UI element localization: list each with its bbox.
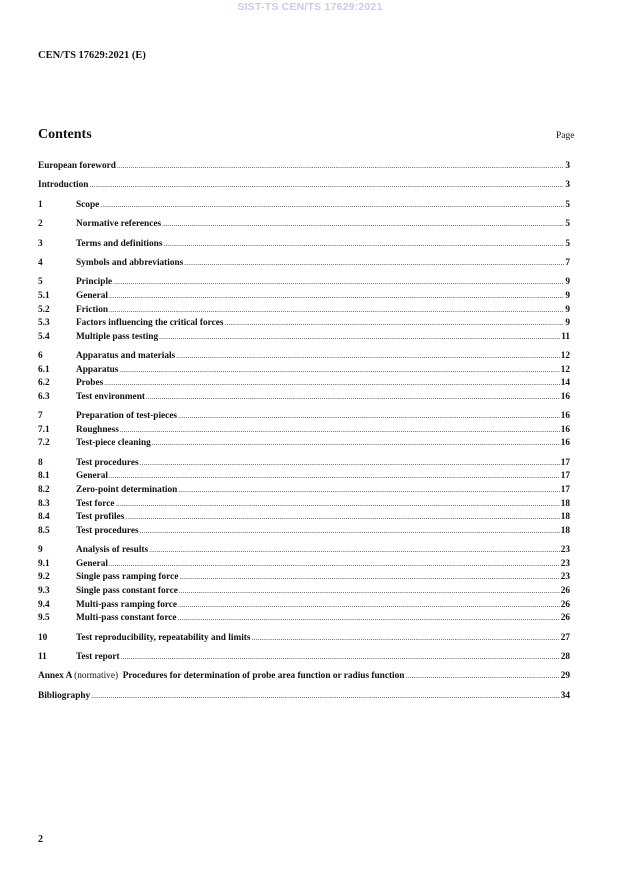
toc-entry-title	[76, 238, 162, 252]
toc-entry-page: 28	[560, 651, 570, 662]
toc-entry-title-text: Introduction	[38, 180, 89, 191]
dot-leader	[109, 304, 564, 318]
toc-entry-page: 18	[560, 525, 570, 536]
toc-entry-page: 26	[560, 613, 570, 624]
toc-entry[interactable]	[38, 364, 570, 378]
toc-entry-page: 5	[565, 199, 570, 210]
toc-entry-page: 26	[560, 586, 570, 596]
toc-entry-number: 8	[38, 457, 43, 468]
toc-entry-title	[76, 525, 139, 539]
toc-entry-title	[76, 377, 103, 391]
toc-entry-title	[38, 160, 116, 174]
toc-entry[interactable]	[38, 179, 570, 193]
toc-entry-page: 11	[561, 331, 570, 342]
toc-entry[interactable]	[38, 290, 570, 304]
dot-leader	[252, 632, 560, 646]
toc-entry-title	[76, 391, 145, 405]
toc-entry-page: 3	[565, 180, 570, 191]
toc-entry-title-text: Test-piece cleaning	[76, 438, 151, 449]
toc-entry-title	[76, 350, 175, 364]
toc-entry-title-text: Test reproducibility, repeatability and limits	[76, 632, 251, 643]
toc-entry-page: 23	[560, 558, 570, 569]
toc-entry-number: 5.1	[38, 290, 50, 301]
toc-entry[interactable]	[38, 484, 570, 498]
toc-entry-title	[76, 470, 108, 484]
toc-entry-number: 8.1	[38, 471, 50, 482]
dot-leader	[405, 670, 559, 684]
toc-entry-number: 2	[38, 219, 43, 230]
page-column-label: Page	[556, 131, 575, 141]
dot-leader	[109, 470, 560, 484]
toc-entry[interactable]	[38, 511, 570, 525]
toc-entry-number: 5.4	[38, 331, 50, 342]
toc-entry-page: 17	[560, 485, 570, 496]
toc-entry-title-text: General	[76, 471, 109, 482]
toc-entry[interactable]	[38, 424, 570, 438]
toc-entry-title	[76, 364, 118, 378]
toc-entry-number: 6.1	[38, 364, 50, 375]
toc-entry-title	[76, 558, 108, 572]
toc-entry-annex-type: (normative)	[74, 671, 119, 682]
toc-entry-title	[76, 599, 177, 613]
toc-entry-title-text: Roughness	[76, 424, 119, 435]
toc-entry-number: 9.2	[38, 572, 50, 583]
toc-entry-number: 6	[38, 351, 43, 362]
dot-leader	[115, 498, 559, 512]
toc-entry-number: 10	[38, 632, 48, 643]
toc-entry-number: 6.3	[38, 391, 50, 402]
toc-entry-title-text: European foreword	[38, 161, 116, 171]
toc-entry[interactable]	[38, 498, 570, 512]
dot-leader	[178, 484, 559, 498]
toc-entry-page: 14	[560, 378, 570, 389]
toc-entry[interactable]	[38, 317, 570, 331]
toc-entry-page: 3	[565, 161, 570, 171]
toc-entry[interactable]	[38, 470, 570, 484]
toc-entry[interactable]	[38, 690, 570, 704]
toc-entry-page: 26	[560, 599, 570, 610]
toc-entry[interactable]	[38, 391, 570, 405]
toc-entry[interactable]	[38, 571, 570, 585]
toc-entry[interactable]	[38, 544, 570, 558]
dot-leader	[178, 612, 560, 626]
toc-entry[interactable]	[38, 304, 570, 318]
toc-entry-page: 5	[565, 219, 570, 230]
toc-entry[interactable]	[38, 199, 570, 213]
dot-leader	[113, 276, 564, 290]
dot-leader	[91, 690, 560, 704]
toc-entry[interactable]	[38, 612, 570, 626]
toc-entry-title-text: Test environment	[76, 391, 145, 402]
toc-entry[interactable]	[38, 350, 570, 364]
toc-entry-title-text: Friction	[76, 304, 109, 315]
dot-leader	[119, 364, 559, 378]
toc-entry-number: 5.3	[38, 318, 50, 329]
toc-entry-page: 17	[560, 457, 570, 468]
toc-entry-page: 16	[560, 438, 570, 449]
toc-entry-number: 7	[38, 411, 43, 422]
toc-entry[interactable]	[38, 218, 570, 232]
toc-entry-title	[76, 257, 183, 271]
toc-entry-title-text: Annex A	[38, 671, 72, 682]
dot-leader	[121, 651, 560, 665]
toc-entry-title-text: Single pass ramping force	[76, 572, 179, 583]
toc-entry-title	[76, 276, 112, 290]
toc-entry-title	[38, 690, 90, 704]
toc-entry-number: 7.1	[38, 424, 50, 435]
toc-entry-annex-title: Procedures for determination of probe area function or radius function	[122, 671, 405, 682]
toc-entry-number: 9	[38, 545, 43, 556]
toc-entry-number: 9.3	[38, 586, 50, 596]
toc-entry-title-text: Apparatus and materials	[76, 351, 176, 362]
toc-entry-page: 18	[560, 512, 570, 523]
toc-entry[interactable]	[38, 410, 570, 424]
page-number: 2	[38, 834, 43, 845]
dot-leader	[146, 391, 560, 405]
toc-entry-title	[76, 199, 99, 213]
toc-entry-title-text: Principle	[76, 277, 113, 288]
toc-entry-number: 11	[38, 651, 47, 662]
toc-entry-title-text: Test profiles	[76, 512, 125, 523]
toc-entry-number: 5.2	[38, 304, 50, 315]
toc-entry-title	[38, 179, 88, 193]
toc-entry-title	[76, 632, 251, 646]
dot-leader	[178, 410, 560, 424]
toc-entry-title-text: Preparation of test-pieces	[76, 411, 178, 422]
toc-entry-page: 34	[560, 690, 570, 701]
toc-entry[interactable]	[38, 457, 570, 471]
toc-entry-title	[76, 317, 224, 331]
toc-entry[interactable]	[38, 585, 570, 599]
dot-leader	[140, 457, 560, 471]
document-header: CEN/TS 17629:2021 (E)	[38, 50, 146, 61]
toc-entry-title	[76, 498, 114, 512]
toc-entry-title-text: Test procedures	[76, 525, 139, 536]
toc-entry-title-text: General	[76, 558, 109, 569]
toc-entry-title	[76, 612, 177, 626]
toc-entry[interactable]	[38, 331, 570, 345]
dot-leader	[140, 525, 560, 539]
dot-leader	[162, 218, 564, 232]
toc-entry-title-text: Zero-point determination	[76, 485, 178, 496]
toc-entry-title-text: Symbols and abbreviations	[76, 257, 184, 268]
dot-leader	[152, 437, 560, 451]
toc-entry-page: 9	[565, 304, 570, 315]
toc-entry-title-text: Multi-pass constant force	[76, 613, 177, 624]
toc-entry-number: 8.4	[38, 512, 50, 523]
toc-entry-title	[76, 437, 151, 451]
toc-entry-page: 12	[560, 364, 570, 375]
toc-entry-title	[76, 571, 178, 585]
dot-leader	[178, 599, 560, 613]
dot-leader	[104, 377, 560, 391]
toc-entry[interactable]	[38, 651, 570, 665]
toc-entry-title	[76, 484, 177, 498]
toc-entry-title	[76, 304, 108, 318]
watermark: SIST-TS CEN/TS 17629:2021	[237, 1, 383, 13]
toc-entry-page: 9	[565, 318, 570, 329]
toc-entry[interactable]	[38, 599, 570, 613]
dot-leader	[225, 317, 565, 331]
toc-entry-page: 7	[565, 257, 570, 268]
toc-entry-page: 9	[565, 277, 570, 288]
table-of-contents	[38, 160, 570, 703]
toc-entry[interactable]	[38, 276, 570, 290]
dot-leader	[159, 331, 560, 345]
toc-entry-page: 16	[560, 411, 570, 422]
toc-entry-number: 9.5	[38, 613, 50, 624]
dot-leader	[184, 257, 564, 271]
toc-entry-page: 29	[560, 671, 570, 682]
toc-entry-title	[38, 670, 404, 684]
toc-entry-number: 9.4	[38, 599, 50, 610]
toc-entry-title-text: General	[76, 290, 109, 301]
toc-entry-title-text: Test procedures	[76, 457, 139, 468]
toc-entry[interactable]	[38, 257, 570, 271]
toc-entry-number: 8.3	[38, 498, 50, 509]
toc-entry-title	[76, 331, 158, 345]
toc-entry-title-text: Analysis of results	[76, 545, 149, 556]
toc-entry[interactable]	[38, 632, 570, 646]
toc-entry-page: 16	[560, 391, 570, 402]
toc-entry-title-text: Multi-pass ramping force	[76, 599, 178, 610]
dot-leader	[179, 571, 559, 585]
dot-leader	[120, 424, 560, 438]
dot-leader	[89, 179, 564, 193]
toc-entry-number: 7.2	[38, 438, 50, 449]
toc-entry-page: 27	[560, 632, 570, 643]
toc-entry-title-text: Factors influencing the critical forces	[76, 318, 224, 329]
dot-leader	[163, 238, 564, 252]
toc-entry-title-text: Probes	[76, 378, 104, 389]
toc-entry-title	[76, 410, 177, 424]
dot-leader	[179, 585, 560, 599]
toc-entry-number: 1	[38, 199, 43, 210]
toc-entry-title-text: Test force	[76, 498, 115, 509]
toc-entry-title-text: Test report	[76, 651, 120, 662]
toc-entry-title	[76, 544, 148, 558]
toc-entry-title-text: Bibliography	[38, 690, 91, 701]
toc-entry-title	[76, 511, 124, 525]
dot-leader	[100, 199, 564, 213]
toc-entry-page: 18	[560, 498, 570, 509]
toc-entry-title-text: Scope	[76, 199, 100, 210]
dot-leader	[176, 350, 560, 364]
dot-leader	[125, 511, 559, 525]
toc-entry-number: 6.2	[38, 378, 50, 389]
contents-title: Contents	[38, 127, 92, 142]
toc-entry-title-text: Normative references	[76, 219, 162, 230]
toc-entry[interactable]	[38, 558, 570, 572]
toc-entry-number: 5	[38, 277, 43, 288]
toc-entry-page: 12	[560, 351, 570, 362]
toc-entry-page: 17	[560, 471, 570, 482]
toc-entry-number: 4	[38, 257, 43, 268]
toc-entry-title	[76, 424, 119, 438]
toc-entry-title-text: Apparatus	[76, 364, 119, 375]
toc-entry-page: 5	[565, 238, 570, 249]
toc-entry-title-text: Terms and definitions	[76, 238, 163, 249]
toc-entry-number: 8.2	[38, 485, 50, 496]
toc-entry[interactable]	[38, 525, 570, 539]
dot-leader	[109, 290, 564, 304]
dot-leader	[149, 544, 560, 558]
toc-entry[interactable]	[38, 437, 570, 451]
toc-entry[interactable]	[38, 238, 570, 252]
toc-entry-title-text: Multiple pass testing	[76, 331, 159, 342]
toc-entry-title	[76, 218, 161, 232]
toc-entry-page: 16	[560, 424, 570, 435]
toc-entry-number: 3	[38, 238, 43, 249]
toc-entry-title	[76, 651, 120, 665]
dot-leader	[109, 558, 560, 572]
toc-entry[interactable]	[38, 160, 570, 174]
toc-entry[interactable]	[38, 377, 570, 391]
toc-entry-title	[76, 585, 178, 599]
toc-entry-title	[76, 290, 108, 304]
toc-entry-title	[76, 457, 139, 471]
toc-entry-number: 8.5	[38, 525, 50, 536]
dot-leader	[117, 160, 564, 174]
toc-entry-title-text: Single pass constant force	[76, 586, 178, 596]
toc-entry-page: 23	[560, 572, 570, 583]
toc-entry-number: 9.1	[38, 558, 50, 569]
toc-entry[interactable]	[38, 670, 570, 684]
toc-entry-page: 23	[560, 545, 570, 556]
toc-entry-page: 9	[565, 290, 570, 301]
